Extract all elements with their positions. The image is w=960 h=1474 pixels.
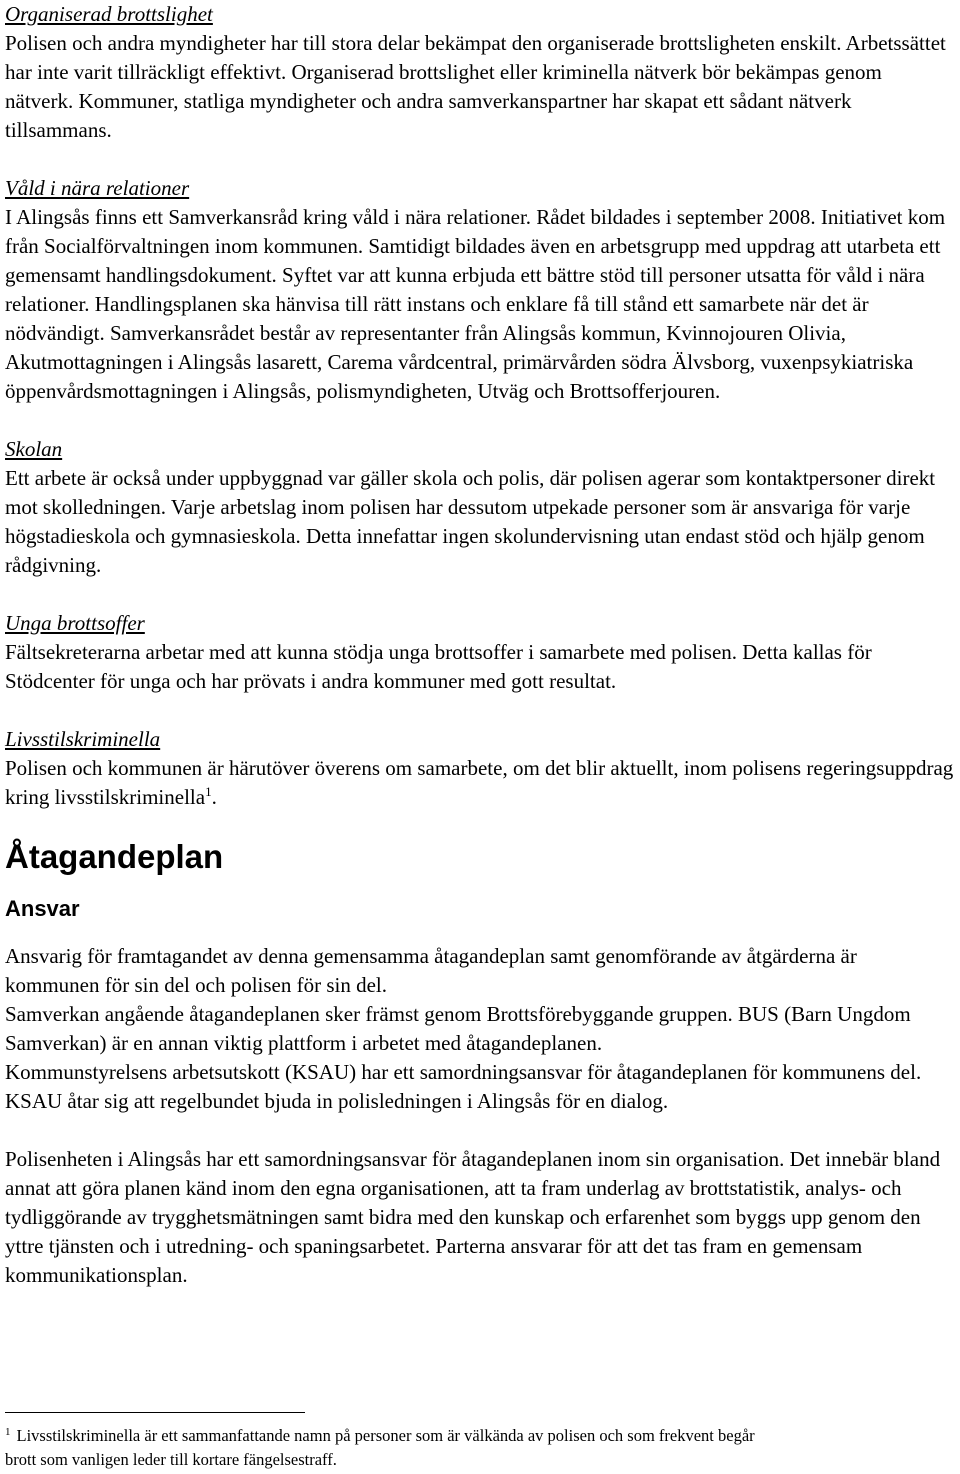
- footnote: [5, 1424, 960, 1472]
- subheading-ansvar: Ansvar: [5, 896, 80, 921]
- livsstil-text: Polisen och kommunen är härutöver överens om samarbete, om det blir aktuellt, inom polisens regeringsuppdrag kring livsstilskriminella: [5, 756, 954, 809]
- paragraph-ansvar-4: Polisenheten i Alingsås har ett samordningsansvar för åtagandeplanen inom sin organisation. Det innebär bland annat att göra planen känd inom den egna organisationen, att ta fram underlag av brottstatistik, analys- och tydliggörande av trygghetsmätningen samt bidra med den kunskap och erfarenhet som byggs upp genom den yttre tjänsten och i utredning- och spaningsarbetet. Parterna ansvarar för att det tas fram en gemensam kommunikationsplan.: [5, 1147, 941, 1287]
- paragraph-unga-brottsoffer: Fältsekreterarna arbetar med att kunna stödja unga brottsoffer i samarbete med polisen. Detta kallas för Stödcenter för unga och har prövats i andra kommuner med gott resultat.: [5, 640, 872, 693]
- spacer: [5, 696, 955, 725]
- spacer: [5, 580, 955, 609]
- spacer: [5, 1116, 955, 1145]
- footnote-reference[interactable]: 1: [205, 784, 212, 799]
- spacer: [5, 145, 955, 174]
- paragraph-skolan: Ett arbete är också under uppbyggnad var gäller skola och polis, där polisen agerar som kontaktpersoner direkt mot skolledningen. Varje arbetslag inom polisen har dessutom utpekade personer som är ansvariga för varje högstadieskola och gymnasieskola. Detta innefattar ingen skolundervisning utan endast stöd och hjälp genom rådgivning.: [5, 466, 936, 577]
- sentence-end: .: [211, 785, 217, 809]
- page-title-atagandeplan: Åtagandeplan: [5, 838, 224, 875]
- footnote-text-2: brott som vanligen leder till kortare fängelsestraff.: [5, 1450, 337, 1469]
- heading-organiserad-brottslighet: Organiserad brottslighet: [5, 2, 213, 26]
- document-page: [5, 0, 955, 1290]
- heading-vald-i-nara-relationer: Våld i nära relationer: [5, 176, 190, 200]
- paragraph-ansvar-3: Kommunstyrelsens arbetsutskott (KSAU) har ett samordningsansvar för åtagandeplanen för kommunens del. KSAU åtar sig att regelbundet bjuda in polisledningen i Alingsås för en dialog.: [5, 1060, 922, 1113]
- paragraph-ansvar-1: Ansvarig för framtagandet av denna gemensamma åtagandeplan samt genomförande av åtgärderna är kommunen för sin del och polisen för sin del.: [5, 944, 857, 997]
- footnote-divider: [5, 1412, 305, 1413]
- heading-livsstilskriminella: Livsstilskriminella: [5, 727, 161, 751]
- paragraph-ansvar-2: Samverkan angående åtagandeplanen sker främst genom Brottsförebyggande gruppen. BUS (Barn Ungdom Samverkan) är en annan viktig plattform i arbetet med åtagandeplanen.: [5, 1002, 911, 1055]
- paragraph-vald-i-nara-relationer: I Alingsås finns ett Samverkansråd kring våld i nära relationer. Rådet bildades i september 2008. Initiativet kom från Socialförvaltningen inom kommunen. Samtidigt bildades även en arbetsgrupp med uppdrag att utarbeta ett gemensamt handlingsdokument. Syftet var att kunna erbjuda ett bättre stöd till personer utsatta för våld i nära relationer. Handlingsplanen ska hänvisa till rätt instans och enklare få till stånd ett samarbete när det är nödvändigt. Samverkansrådet består av representanter från Alingsås kommun, Kvinnojouren Olivia, Akutmottagningen i Alingsås lasarett, Carema vårdcentral, primärvården södra Älvsborg, vuxenpsykiatriska öppenvårdsmottagningen i Alingsås, polismyndigheten, Utväg och Brottsofferjouren.: [5, 205, 946, 403]
- paragraph-livsstilskriminella: [5, 754, 955, 812]
- heading-unga-brottsoffer: Unga brottsoffer: [5, 611, 145, 635]
- footnote-number: 1: [5, 1426, 11, 1438]
- spacer: [5, 406, 955, 435]
- paragraph-organiserad-brottslighet: Polisen och andra myndigheter har till stora delar bekämpat den organiserade brottsligheten enskilt. Arbetssättet har inte varit tillräckligt effektivt. Organiserad brottslighet eller kriminella nätverk bör bekämpas genom nätverk. Kommuner, statliga myndigheter och andra samverkanspartner har skapat ett sådant nätverk tillsammans.: [5, 31, 946, 142]
- heading-skolan: Skolan: [5, 437, 63, 461]
- footnote-text-1: Livsstilskriminella är ett sammanfattande namn på personer som är välkända av polisen och som frekvent begår: [16, 1426, 755, 1445]
- footnote-line-1: [5, 1424, 960, 1448]
